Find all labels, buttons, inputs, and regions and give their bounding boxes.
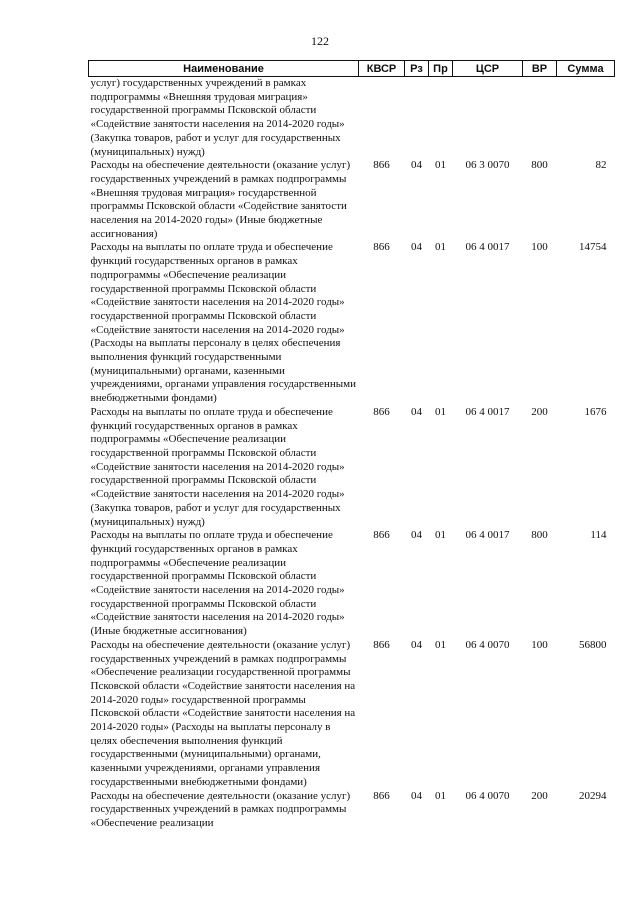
row-vr: 800 — [531, 529, 548, 542]
row-name: Расходы на выплаты по оплате труда и обеспечение функций государственных органов в рамках подпрограммы «Обеспечение реализации государственной программы Псковской области «Содействие занятости населения на 2014-2020 годы» государственной программы Псковской области «Содействие занятости населения на 2014-2020 годы» (Закупка товаров, работ и услуг для государственных (муниципальных) нужд) — [90, 405, 345, 528]
row-name: Расходы на обеспечение деятельности (оказание услуг) государственных учреждений в рамках подпрограммы «Обеспечение реализации государственной программы Псковской области «Содействие занятости населения на 2014-2020 годы» государственной программы Псковской области «Содействие занятости населения на 2014-2020 годы» (Расходы на выплаты персоналу в целях обеспечения выполнения функций государственными (муниципальными) органами, казенными учреждениями, органами управления государственными внебюджетными фондами) — [90, 638, 356, 788]
header-kvsr: КВСР — [359, 61, 405, 77]
row-sum: 114 — [590, 529, 607, 542]
row-pr: 01 — [435, 405, 446, 418]
row-sum — [557, 77, 615, 160]
row-kvsr: 866 — [373, 789, 390, 802]
header-pr: Пр — [429, 61, 453, 77]
row-csr: 06 4 0070 — [465, 638, 510, 651]
row-sum: 82 — [595, 159, 607, 172]
row-kvsr — [359, 77, 405, 160]
row-vr: 800 — [531, 159, 548, 172]
table-row — [89, 241, 615, 405]
table-row — [89, 790, 615, 831]
row-pr — [429, 77, 453, 160]
row-name: Расходы на обеспечение деятельности (оказание услуг) государственных учреждений в рамках подпрограммы «Внешняя трудовая миграция» государственной программы Псковской области «Содействие занятости населения на 2014-2020 годы» (Иные бюджетные ассигнования) — [90, 159, 351, 240]
row-vr: 100 — [531, 638, 548, 651]
row-rz: 04 — [411, 638, 422, 651]
row-sum: 1676 — [584, 405, 607, 418]
header-name: Наименование — [89, 61, 359, 77]
row-csr — [453, 77, 523, 160]
row-vr: 200 — [531, 789, 548, 802]
budget-table — [88, 60, 615, 831]
table-row — [89, 77, 615, 160]
table-header-row — [89, 61, 615, 77]
header-sum: Сумма — [557, 61, 615, 77]
row-name: Расходы на обеспечение деятельности (оказание услуг) государственных учреждений в рамках подпрограммы «Обеспечение реализации — [90, 789, 351, 829]
header-vr: ВР — [523, 61, 557, 77]
row-pr: 01 — [435, 638, 446, 651]
row-pr: 01 — [435, 529, 446, 542]
row-sum: 20294 — [579, 789, 607, 802]
row-sum: 14754 — [579, 241, 607, 254]
page-number: 122 — [311, 34, 329, 48]
table-row — [89, 529, 615, 639]
row-name: услуг) государственных учреждений в рамках подпрограммы «Внешняя трудовая миграция» государственной программы Псковской области «Содействие занятости населения на 2014-2020 годы» (Закупка товаров, работ и услуг для государственных (муниципальных) нужд) — [90, 77, 345, 158]
row-rz: 04 — [411, 529, 422, 542]
header-rz: Рз — [405, 61, 429, 77]
row-kvsr: 866 — [373, 638, 390, 651]
row-kvsr: 866 — [373, 405, 390, 418]
row-rz: 04 — [411, 789, 422, 802]
header-csr: ЦСР — [453, 61, 523, 77]
row-name: Расходы на выплаты по оплате труда и обеспечение функций государственных органов в рамках подпрограммы «Обеспечение реализации государственной программы Псковской области «Содействие занятости населения на 2014-2020 годы» государственной программы Псковской области «Содействие занятости населения на 2014-2020 годы» (Иные бюджетные ассигнования) — [90, 529, 345, 638]
row-csr: 06 4 0017 — [465, 241, 510, 254]
row-sum: 56800 — [579, 638, 607, 651]
row-kvsr: 866 — [373, 529, 390, 542]
row-csr: 06 4 0017 — [465, 529, 510, 542]
row-kvsr: 866 — [373, 159, 390, 172]
row-csr: 06 4 0017 — [465, 405, 510, 418]
row-kvsr: 866 — [373, 241, 390, 254]
row-vr — [523, 77, 557, 160]
row-rz: 04 — [411, 405, 422, 418]
row-csr: 06 4 0070 — [465, 789, 510, 802]
row-pr: 01 — [435, 159, 446, 172]
row-rz: 04 — [411, 159, 422, 172]
row-vr: 100 — [531, 241, 548, 254]
row-rz — [405, 77, 429, 160]
row-rz: 04 — [411, 241, 422, 254]
table-row — [89, 159, 615, 241]
table-row — [89, 639, 615, 790]
row-vr: 200 — [531, 405, 548, 418]
row-pr: 01 — [435, 789, 446, 802]
row-csr: 06 3 0070 — [465, 159, 510, 172]
row-name: Расходы на выплаты по оплате труда и обеспечение функций государственных органов в рамках подпрограммы «Обеспечение реализации государственной программы Псковской области «Содействие занятости населения на 2014-2020 годы» государственной программы Псковской области «Содействие занятости населения на 2014-2020 годы» (Расходы на выплаты персоналу в целях обеспечения выполнения функций государственными (муниципальными) органами, казенными учреждениями, органами управления государственными внебюджетными фондами) — [90, 241, 356, 405]
table-row — [89, 406, 615, 529]
row-pr: 01 — [435, 241, 446, 254]
